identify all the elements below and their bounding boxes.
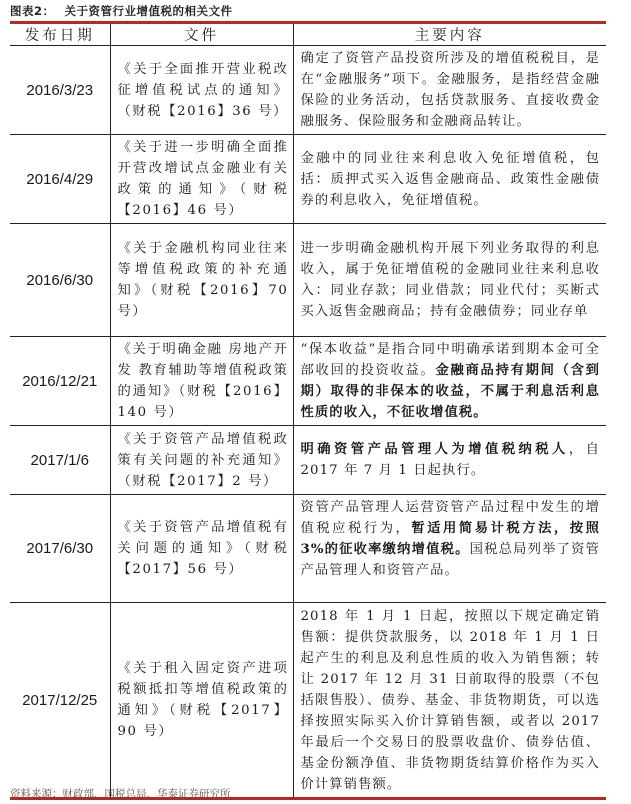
cell-content: [293, 495, 606, 603]
cell-date: 2017/1/6: [10, 426, 110, 495]
source-note: 资料来源：财政部，国税总局，华泰证券研究所: [10, 788, 231, 800]
figure-title: 关于资管行业增值税的相关文件: [64, 4, 233, 18]
cell-content: [293, 426, 606, 495]
content-text: ，自 2017 年 7 月 1 日起执行。: [300, 442, 600, 478]
cell-document: 《关于金融机构同业往来等增值税政策的补充通知》（财税【2016】70 号）: [110, 224, 293, 337]
cell-document: 《关于资管产品增值税政策有关问题的补充通知》（财税【2017】2 号）: [110, 426, 293, 495]
table-row: [10, 46, 606, 135]
content-text-bold: 金融商品持有期间（含到期）取得的非保本的收益，不属于利息活利息性质的收入，不征收增值税。: [300, 363, 600, 420]
content-text: “保本收益”是指合同中明确承诺到期本金可全部收回的投资收益。: [300, 342, 600, 378]
cell-document: 《关于资管产品增值税有关问题的通知》（财税【2017】56 号）: [110, 495, 293, 603]
cell-content: [293, 337, 606, 426]
cell-content: [293, 224, 606, 337]
figure-number: 图表2：: [10, 4, 55, 18]
cell-date: 2017/12/25: [10, 603, 110, 799]
header-date: 发布日期: [10, 23, 110, 46]
table-row: [10, 337, 606, 426]
content-text: 国税总局列举了资管产品管理人和资管产品。: [300, 542, 600, 578]
figure-caption: [10, 3, 233, 19]
table-row: [10, 426, 606, 495]
cell-content: [293, 603, 606, 799]
content-text: 金融中的同业往来利息收入免征增值税，包括：质押式买入返售金融商品、政策性金融债券的利息收入，免征增值税。: [300, 150, 600, 208]
table-row: [10, 495, 606, 603]
table-row: [10, 135, 606, 224]
cell-document: 《关于租入固定资产进项税额抵扣等增值税政策的通知》（财税【2017】90 号）: [110, 603, 293, 799]
table-header-row: [10, 23, 606, 46]
content-text-bold: 暂适用简易计税方法，按照 3%的征收率缴纳增值税。: [300, 521, 600, 557]
cell-date: 2016/12/21: [10, 337, 110, 426]
content-text: 资管产品管理人运营资管产品过程中发生的增值税应税行为，: [300, 500, 600, 536]
cell-document: 《关于全面推开营业税改征增值税试点的通知》（财税【2016】36 号）: [110, 46, 293, 135]
header-content: 主要内容: [293, 23, 606, 46]
content-text: 2018 年 1 月 1 日起，按照以下规定确定销售额：提供贷款服务，以 2018 年 1 月 1 日起产生的利息及利息性质的收入为销售额；转让 2017 年 12 月 31 日前取得的股票（不包括限售股）、债券、基金、非货物期货，可以选择按照实际买入价计算销售额，或者以 2017 年最后一个交易日的股票收盘价、债券估值、基金份额净值、非货物期货结算价格作为买入价计算销售额。: [300, 608, 600, 792]
cell-document: 《关于进一步明确全面推开营改增试点金融业有关政策的通知》（财税【2016】46 号）: [110, 135, 293, 224]
tax-documents-table: [10, 21, 606, 800]
content-text-bold: 明确资管产品管理人为增值税纳税人: [300, 442, 569, 457]
cell-content: [293, 46, 606, 135]
cell-date: 2017/6/30: [10, 495, 110, 603]
header-document: 文件: [110, 23, 293, 46]
table-row: [10, 603, 606, 799]
content-text: 进一步明确金融机构开展下列业务取得的利息收入，属于免征增值税的金融同业往来利息收入：同业存款；同业借款；同业代付；买断式买入返售金融商品；持有金融债券；同业存单: [300, 241, 600, 319]
cell-document: 《关于明确金融 房地产开发 教育辅助等增值税政策的通知》（财税【2016】140 号）: [110, 337, 293, 426]
cell-content: [293, 135, 606, 224]
cell-date: 2016/3/23: [10, 46, 110, 135]
cell-date: 2016/6/30: [10, 224, 110, 337]
content-text: 确定了资管产品投资所涉及的增值税税目，是在“金融服务”项下。金融服务，是指经营金融保险的业务活动，包括贷款服务、直接收费金融服务、保险服务和金融商品转让。: [300, 51, 600, 129]
cell-date: 2016/4/29: [10, 135, 110, 224]
table-row: [10, 224, 606, 337]
